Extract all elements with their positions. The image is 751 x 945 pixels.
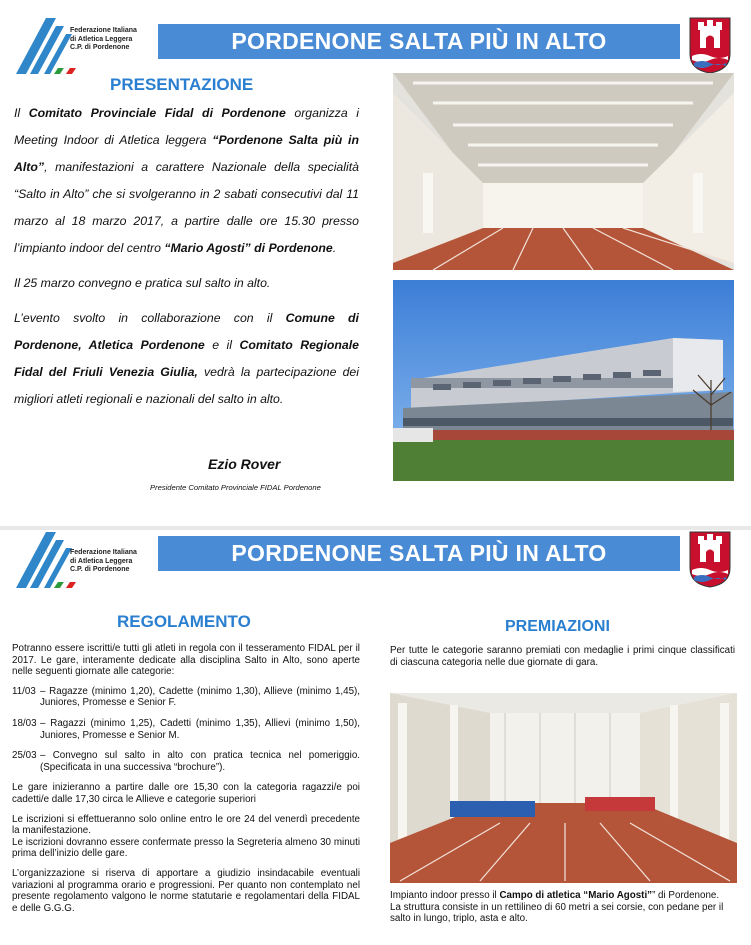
caption-line-2: La struttura consiste in un rettilineo di 60 metri a sei corsie, con pedane per il salto in lungo, triplo, asta e alto.	[390, 901, 724, 925]
section-title-presentazione: PRESENTAZIONE	[110, 75, 254, 94]
pordenone-crest-icon	[688, 530, 732, 588]
caption-line-1: Impianto indoor presso il Campo di atletica “Mario Agosti”” di Pordenone.	[390, 890, 720, 901]
registration-confirm: Le iscrizioni dovranno essere confermate presso la Segreteria almeno 30 minuti prima dell’inizio delle gare.	[12, 836, 360, 860]
rules-intro: Potranno essere iscritti/e tutti gli atleti in regola con il tesseramento FIDAL per il 2017. Le gare, interamente dedicate alla disciplina Salto in Alto, sono aperte nelle seguenti giornate alle categorie:	[12, 643, 360, 678]
indoor-hall-photo	[393, 73, 734, 270]
banner-title: PORDENONE SALTA PIÙ IN ALTO	[158, 24, 680, 59]
day-item: 18/03 – Ragazzi (minimo 1,25), Cadetti (minimo 1,35), Allievi (minimo 1,50), Juniores, Promesse e Senior M.	[12, 717, 360, 741]
org-name: Federazione Italiana di Atletica Leggera C.P. di Pordenone	[70, 549, 137, 573]
exterior-building-photo	[393, 280, 734, 481]
signature-name: Ezio Rover	[208, 456, 281, 472]
signature-role: Presidente Comitato Provinciale FIDAL Pordenone	[150, 483, 321, 492]
regolamento-text	[12, 643, 360, 922]
banner-title: PORDENONE SALTA PIÙ IN ALTO	[158, 536, 680, 571]
indoor-track-photo	[390, 693, 737, 883]
day-item: 11/03 – Ragazze (minimo 1,20), Cadette (minimo 1,30), Allieve (minimo 1,45), Juniores, Promesse e Senior F.	[12, 685, 360, 709]
convegno-paragraph: Il 25 marzo convegno e pratica sul salto in alto.	[14, 276, 271, 290]
pordenone-crest-icon	[688, 16, 732, 74]
premiazioni-text: Per tutte le categorie saranno premiati con medaglie i primi cinque classificati di ciascuna categoria nelle due giornate di gara.	[390, 645, 735, 668]
section-title-regolamento: REGOLAMENTO	[117, 612, 251, 631]
day-item: 25/03 – Convegno sul salto in alto con pratica tecnica nel pomeriggio. (Specificata in una successiva “brochure”).	[12, 750, 360, 773]
org-name: Federazione Italiana di Atletica Leggera C.P. di Pordenone	[70, 27, 137, 51]
registration-deadline: Le iscrizioni si effettueranno solo online entro le ore 24 del venerdì precedente la manifestazione.	[12, 813, 360, 837]
presentation-text	[14, 100, 359, 421]
photo-caption	[390, 890, 738, 925]
collaboration-paragraph: L’evento svolto in collaborazione con il Comune di Pordenone, Atletica Pordenone e il Comitato Regionale Fidal del Friuli Venezia Giulia, vedrà la partecipazione dei migliori atleti regionali e nazionali del salto in alto.	[14, 311, 359, 406]
start-times: Le gare inizieranno a partire dalle ore 15,30 con la categoria ragazzi/e poi cadetti/e dalle 17,30 circa le Allieve e categorie superiori	[12, 782, 360, 805]
reserve-clause: L’organizzazione si riserva di apportare a giudizio insindacabile eventuali variazioni al programma orario e progressioni. Per quanto non contemplato nel presente regolamento valgono le norme statutarie e regolamentari della FIDAL e delle G.G.G.	[12, 867, 360, 914]
intro-paragraph: Il Comitato Provinciale Fidal di Pordenone organizza i Meeting Indoor di Atletica leggera “Pordenone Salta più in Alto”, manifestazioni a carattere Nazionale della specialità “Salto in Alto” che si svolgeranno in 2 sabati consecutivi dal 11 marzo al 18 marzo 2017, a partire dalle ore 15.30 presso l’impianto indoor del centro “Mario Agosti” di Pordenone.	[14, 106, 359, 255]
section-title-premiazioni: PREMIAZIONI	[505, 618, 610, 635]
page-regolamento	[0, 530, 751, 945]
